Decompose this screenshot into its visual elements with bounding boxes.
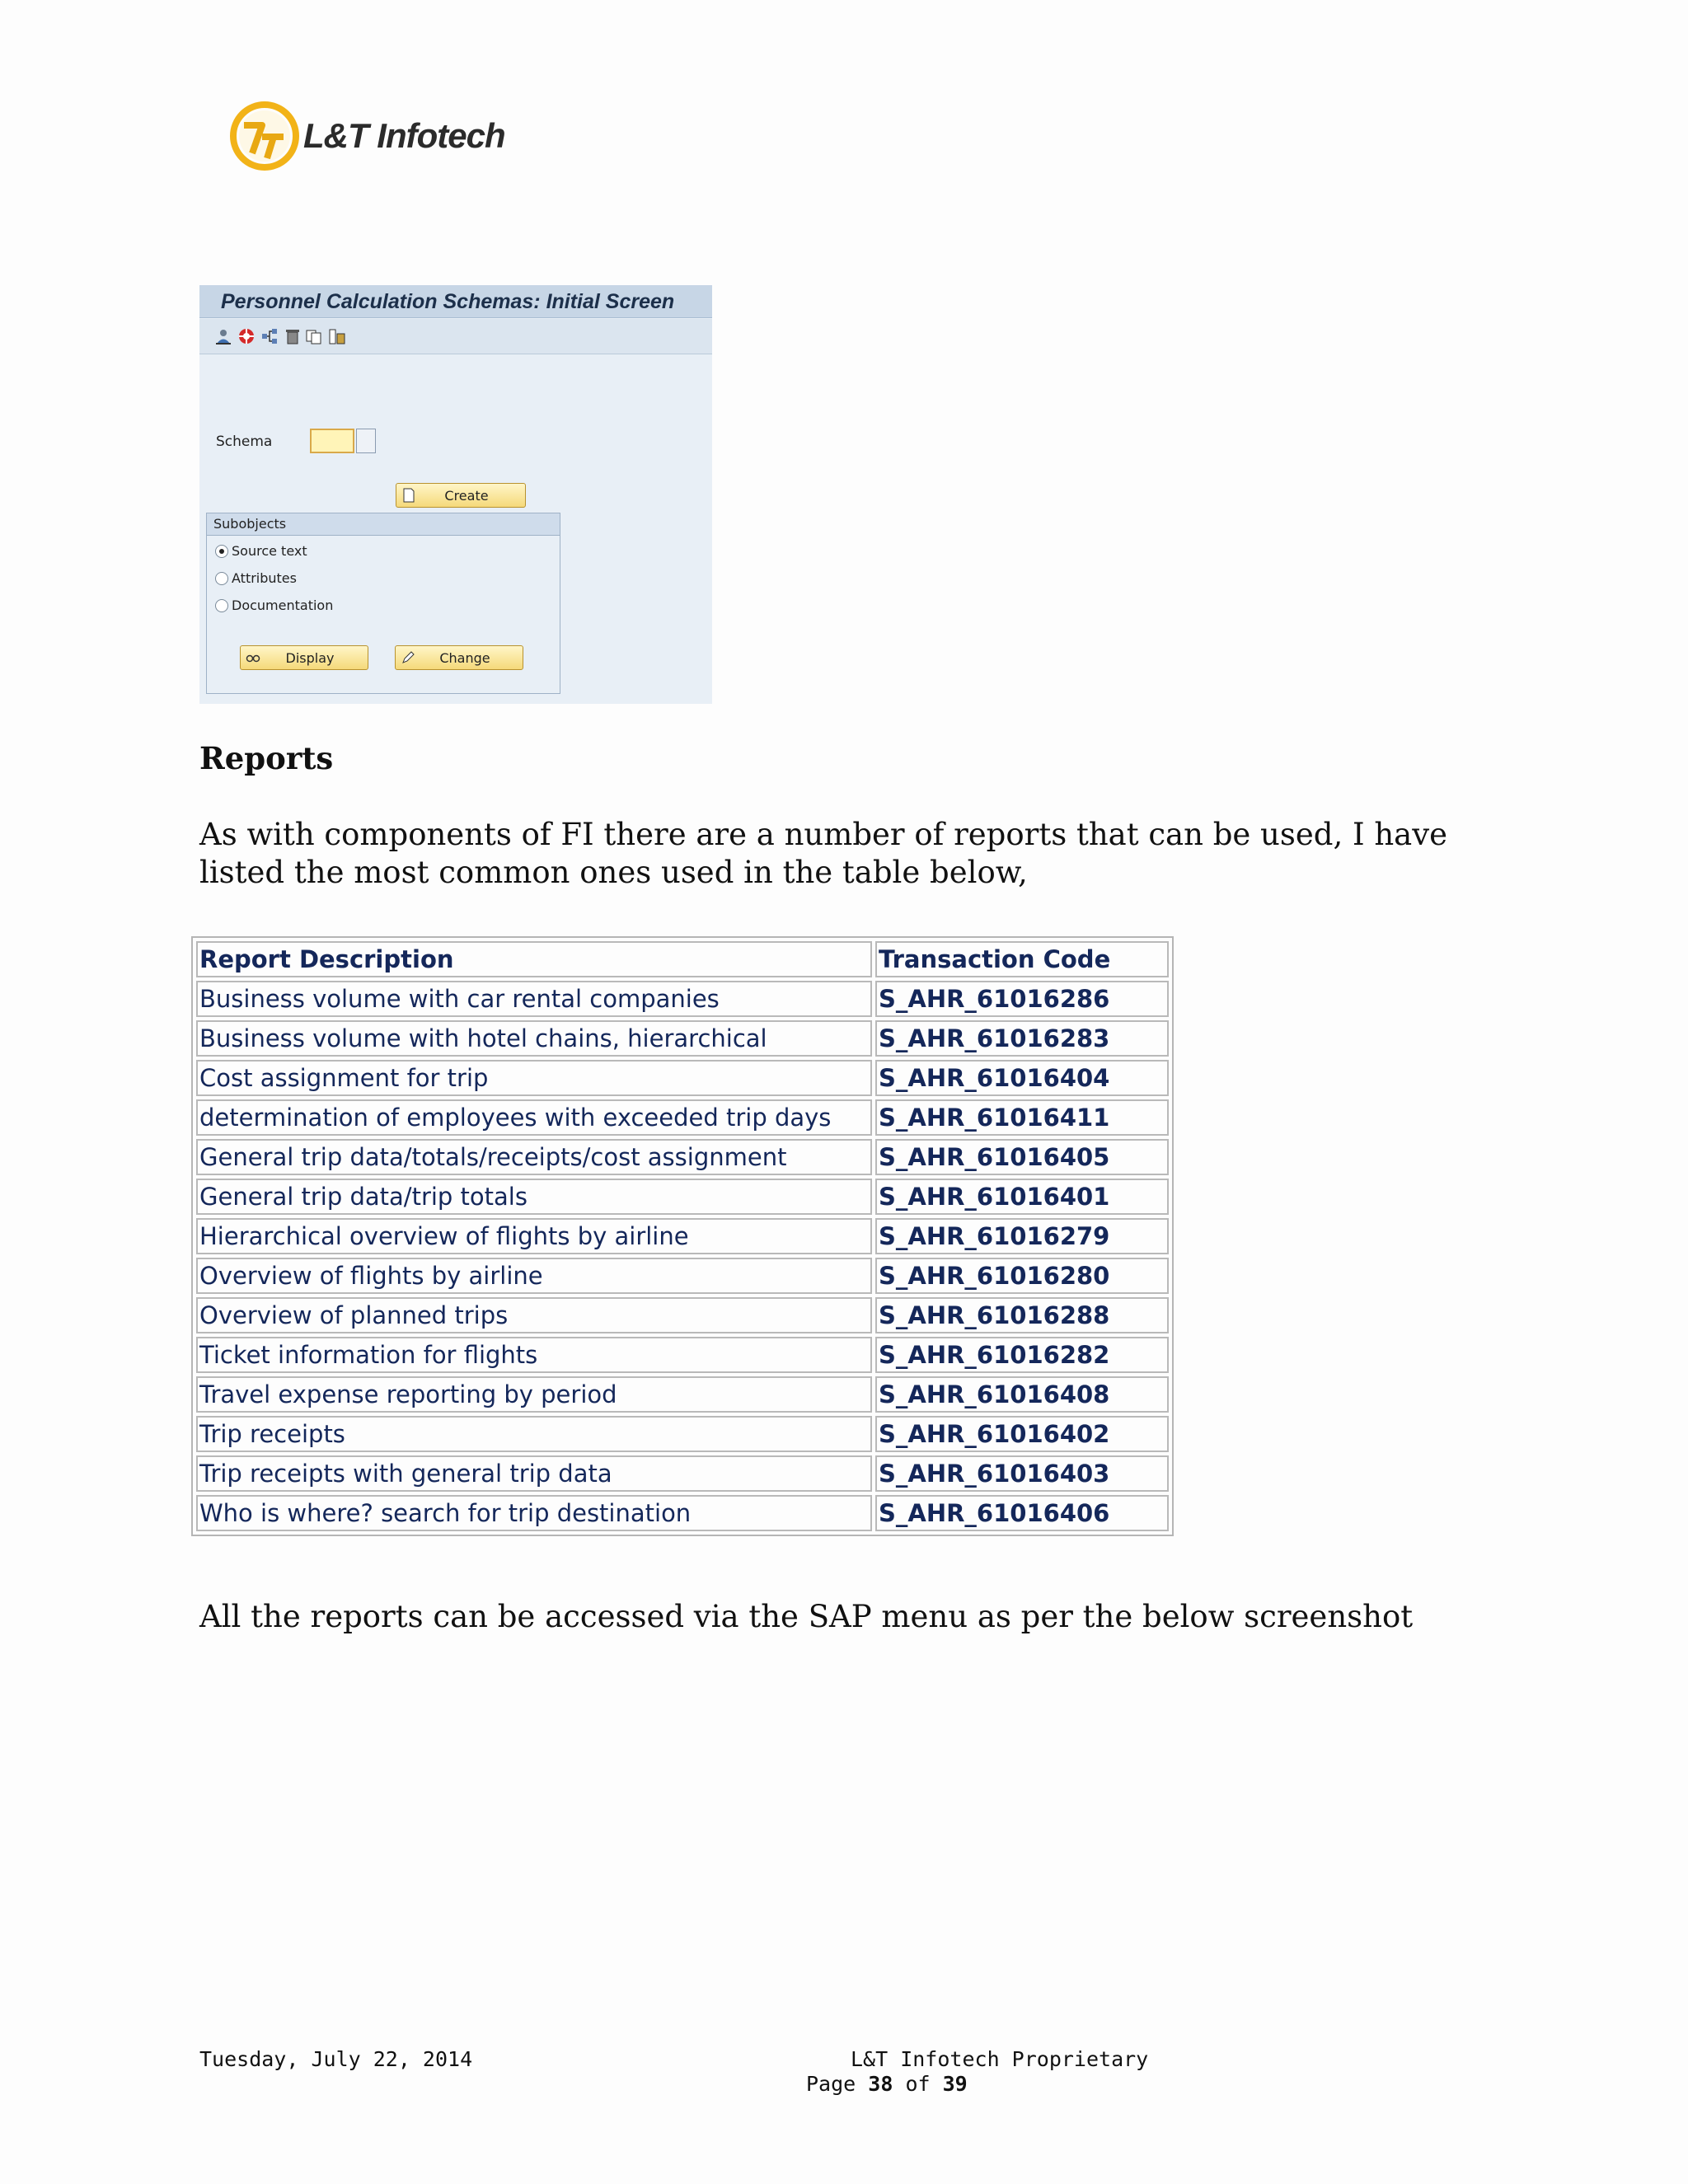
company-logo (229, 101, 505, 171)
transaction-code-cell: S_AHR_61016402 (875, 1416, 1169, 1452)
transaction-code-cell: S_AHR_61016408 (875, 1376, 1169, 1413)
table-row (196, 1416, 1169, 1452)
report-description-cell: Ticket information for flights (196, 1337, 872, 1373)
transaction-code-cell: S_AHR_61016279 (875, 1218, 1169, 1254)
sap-toolbar (199, 319, 712, 354)
transaction-code-cell: S_AHR_61016401 (875, 1179, 1169, 1215)
table-row (196, 1218, 1169, 1254)
report-description-cell: Hierarchical overview of flights by airline (196, 1218, 872, 1254)
pencil-icon (401, 650, 415, 665)
report-description-cell: Trip receipts (196, 1416, 872, 1452)
transaction-code-cell: S_AHR_61016405 (875, 1139, 1169, 1175)
transaction-code-cell: S_AHR_61016283 (875, 1020, 1169, 1057)
report-description-cell: Overview of planned trips (196, 1297, 872, 1333)
report-description-cell: Overview of flights by airline (196, 1258, 872, 1294)
table-row (196, 981, 1169, 1017)
value-help-button[interactable] (356, 429, 376, 453)
table-header-row (196, 941, 1169, 977)
table-row (196, 1258, 1169, 1294)
transaction-code-cell: S_AHR_61016404 (875, 1060, 1169, 1096)
report-description-cell: Cost assignment for trip (196, 1060, 872, 1096)
change-button[interactable]: Change (395, 645, 523, 670)
table-row (196, 1099, 1169, 1136)
company-name: L&T Infotech (303, 116, 505, 155)
red-ball-icon[interactable] (237, 327, 256, 345)
table-row (196, 1337, 1169, 1373)
table-row (196, 1297, 1169, 1333)
report-description-cell: General trip data/trip totals (196, 1179, 872, 1215)
radio-button[interactable] (215, 599, 228, 612)
structure-icon[interactable] (260, 327, 279, 345)
report-description-cell: Business volume with hotel chains, hierarchical (196, 1020, 872, 1057)
new-document-icon (401, 488, 416, 503)
radio-attributes[interactable]: Attributes (215, 570, 297, 586)
report-description-cell: Business volume with car rental companies (196, 981, 872, 1017)
schema-label: Schema (216, 434, 273, 450)
transaction-code-cell: S_AHR_61016288 (875, 1297, 1169, 1333)
create-button[interactable]: Create (396, 483, 526, 508)
subobjects-title: Subobjects (207, 513, 560, 536)
report-description-cell: Trip receipts with general trip data (196, 1455, 872, 1492)
table-row (196, 1020, 1169, 1057)
schema-input[interactable] (310, 429, 354, 453)
reports-table (191, 936, 1174, 1536)
closing-paragraph: All the reports can be accessed via the SAP menu as per the below screenshot (199, 1599, 1414, 1634)
display-button[interactable]: Display (240, 645, 368, 670)
table-row (196, 1139, 1169, 1175)
person-icon[interactable] (214, 327, 232, 345)
transaction-code-cell: S_AHR_61016411 (875, 1099, 1169, 1136)
radio-button[interactable] (215, 545, 228, 558)
transaction-code-cell: S_AHR_61016280 (875, 1258, 1169, 1294)
table-row (196, 1060, 1169, 1096)
column-header: Transaction Code (875, 941, 1169, 977)
table-row (196, 1495, 1169, 1531)
section-heading: Reports (199, 740, 334, 776)
transaction-code-cell: S_AHR_61016406 (875, 1495, 1169, 1531)
table-row (196, 1376, 1169, 1413)
trash-icon[interactable] (284, 327, 302, 345)
sap-screenshot (199, 285, 712, 704)
transaction-code-cell: S_AHR_61016286 (875, 981, 1169, 1017)
sap-screen-title: Personnel Calculation Schemas: Initial Screen (199, 285, 712, 318)
table-row (196, 1179, 1169, 1215)
footer-date: Tuesday, July 22, 2014 (199, 2047, 473, 2071)
report-description-cell: Travel expense reporting by period (196, 1376, 872, 1413)
table-row (196, 1455, 1169, 1492)
transaction-code-cell: S_AHR_61016403 (875, 1455, 1169, 1492)
transport-icon[interactable] (328, 327, 346, 345)
report-description-cell: determination of employees with exceeded trip days (196, 1099, 872, 1136)
radio-button[interactable] (215, 572, 228, 585)
lt-logo-icon (229, 101, 300, 171)
subobjects-group (206, 513, 560, 694)
radio-source-text[interactable]: Source text (215, 543, 307, 559)
column-header: Report Description (196, 941, 872, 977)
radio-documentation[interactable]: Documentation (215, 598, 333, 613)
copy-icon[interactable] (305, 327, 323, 345)
footer-proprietary: L&T Infotech Proprietary (851, 2047, 1149, 2071)
glasses-icon (246, 650, 260, 665)
report-description-cell: Who is where? search for trip destination (196, 1495, 872, 1531)
intro-paragraph: As with components of FI there are a number of reports that can be used, I have listed the most common ones used in the table below, (199, 817, 1448, 890)
report-description-cell: General trip data/totals/receipts/cost assignment (196, 1139, 872, 1175)
footer-page-number: Page 38 of 39 (806, 2072, 968, 2096)
transaction-code-cell: S_AHR_61016282 (875, 1337, 1169, 1373)
